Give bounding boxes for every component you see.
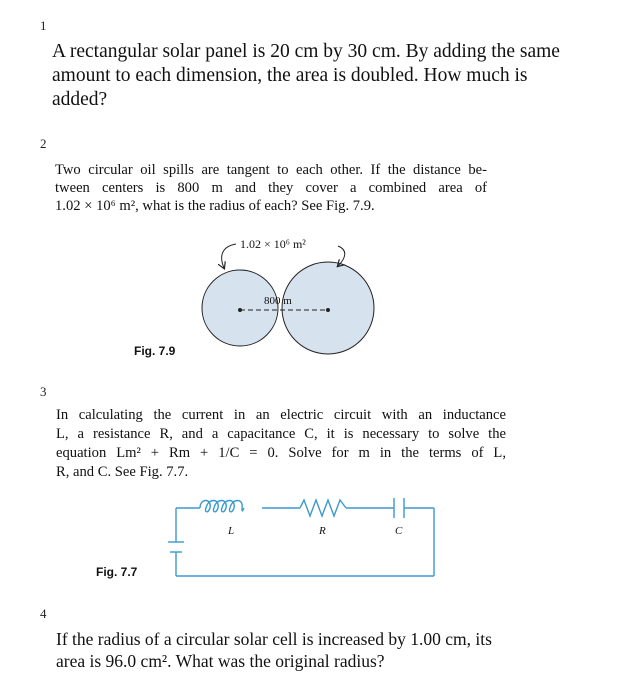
inductor-label: L [228,525,235,537]
distance-label: 800 m [264,295,292,307]
problem-3-line: L, a resistance R, and a capacitance C, it is necessary to solve the [56,426,506,442]
area-label: 1.02 × 10⁶ m² [240,237,306,251]
problem-number-2: 2 [40,136,47,151]
fig-7-9-caption: Fig. 7.9 [134,344,176,358]
resistor-label: R [319,525,326,537]
problem-4-text [56,628,616,672]
fig-7-7-caption: Fig. 7.7 [96,565,138,579]
problem-3-line: R, and C. See Fig. 7.7. [56,464,189,480]
capacitor-label: C [395,525,403,537]
problem-number-4: 4 [40,606,47,621]
problem-number-3: 3 [40,384,47,399]
problem-1-line: added? [52,89,108,110]
problem-1-line: amount to each dimension, the area is doubled. How much is [52,65,528,86]
problem-number-1: 1 [40,18,47,33]
resistor-zigzag [300,500,346,516]
problem-4-line: area is 96.0 cm². What was the original radius? [56,651,385,671]
problem-4-line: If the radius of a circular solar cell is increased by 1.00 cm, its [56,629,492,649]
problem-1-line: A rectangular solar panel is 20 cm by 30 cm. By adding the same [52,41,560,62]
problem-2-line: Two circular oil spills are tangent to each other. If the distance be- [55,162,487,178]
problem-3-line: In calculating the current in an electric circuit with an inductance [56,407,506,423]
problem-3-line: equation Lm² + Rm + 1/C = 0. Solve for m in the terms of L, [56,445,506,461]
inductor-coil [200,501,244,512]
problem-2-line: tween centers is 800 m and they cover a combined area of [55,180,487,196]
problem-2-line: 1.02 × 10⁶ m², what is the radius of each? See Fig. 7.9. [55,198,375,214]
